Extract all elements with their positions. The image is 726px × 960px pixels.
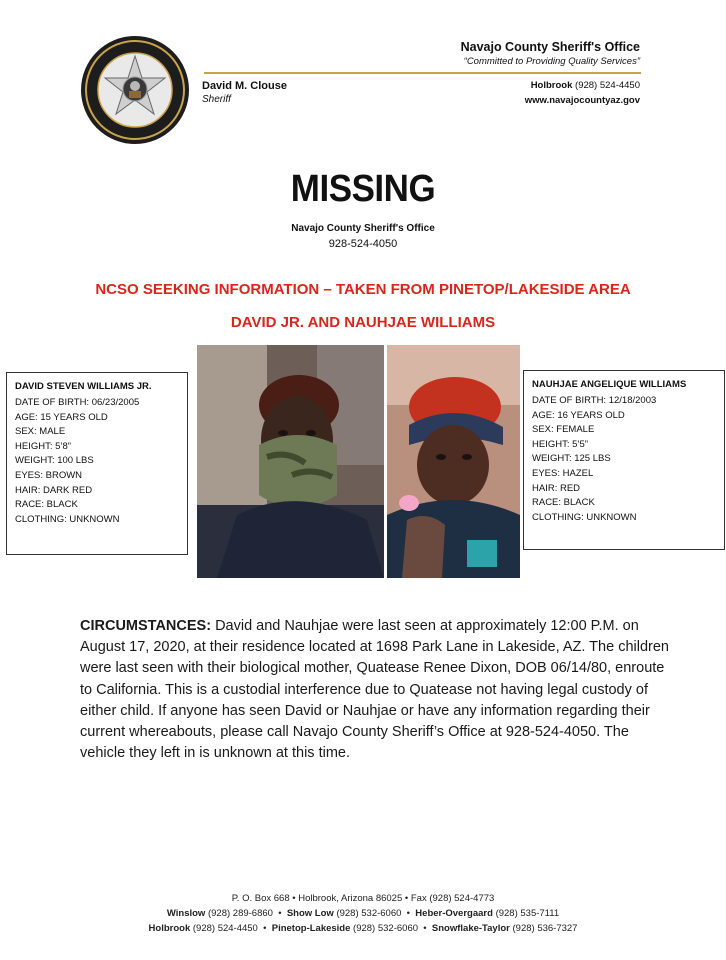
header-divider	[204, 72, 641, 74]
person-detail: DATE OF BIRTH: 12/18/2003	[532, 395, 657, 406]
person-detail: SEX: FEMALE	[532, 424, 595, 436]
person-detail: HAIR: DARK RED	[15, 484, 93, 496]
person-name: NAUHJAE ANGELIQUE WILLIAMS	[532, 379, 687, 390]
sheriff-star-badge-icon	[74, 34, 196, 146]
footer-offices-line-2: Winslow (928) 289-6860 • Show Low (928) 532-6060 • Heber-Overgaard (928) 535-7111	[166, 908, 560, 919]
missing-names-headline: DAVID JR. AND NAUHJAE WILLIAMS	[230, 314, 496, 331]
footer-offices-line-3: Holbrook (928) 524-4450 • Pinetop-Lakeside (928) 532-6060 • Snowflake-Taylor (928) 536-7327	[148, 923, 578, 934]
photo-david	[197, 345, 384, 578]
person-detail: WEIGHT: 100 LBS	[15, 455, 94, 467]
photo-nauhjae	[387, 345, 520, 578]
person-detail: DATE OF BIRTH: 06/23/2005	[15, 397, 140, 408]
person-detail: AGE: 15 YEARS OLD	[15, 411, 108, 423]
office-motto: “Committed to Providing Quality Services”	[463, 56, 640, 67]
seeking-info-headline: NCSO SEEKING INFORMATION – TAKEN FROM PINETOP/LAKESIDE AREA	[95, 281, 631, 298]
person-info-box-right	[523, 370, 725, 550]
person-detail: HAIR: RED	[532, 482, 581, 494]
office-name: Navajo County Sheriff's Office	[460, 40, 640, 54]
circumstances-label: CIRCUMSTANCES:	[80, 618, 212, 634]
person-detail: RACE: BLACK	[15, 499, 78, 511]
header-phone: Holbrook (928) 524-4450	[530, 80, 640, 91]
footer-address: P. O. Box 668 • Holbrook, Arizona 86025 • Fax (928) 524-4773	[231, 893, 495, 904]
missing-heading: MISSING	[290, 168, 436, 210]
title-office: Navajo County Sheriff's Office	[291, 223, 435, 234]
person-detail: AGE: 16 YEARS OLD	[532, 409, 625, 421]
person-detail: HEIGHT: 5’5”	[532, 438, 588, 450]
person-detail: CLOTHING: UNKNOWN	[532, 511, 637, 523]
header-website[interactable]: www.navajocountyaz.gov	[524, 95, 640, 106]
person-detail: RACE: BLACK	[532, 497, 595, 509]
person-detail: EYES: HAZEL	[532, 467, 594, 479]
circumstances-paragraph	[80, 616, 670, 764]
person-info-box-left	[6, 372, 188, 555]
sheriff-title: Sheriff	[202, 94, 231, 105]
person-detail: SEX: MALE	[15, 426, 66, 438]
person-detail: EYES: BROWN	[15, 469, 83, 481]
person-detail: WEIGHT: 125 LBS	[532, 453, 611, 465]
person-detail: HEIGHT: 5’8”	[15, 440, 71, 452]
person-detail: CLOTHING: UNKNOWN	[15, 513, 120, 525]
title-phone: 928-524-4050	[328, 238, 398, 250]
person-name: DAVID STEVEN WILLIAMS JR.	[15, 381, 152, 392]
circumstances-text: David and Nauhjae were last seen at approximately 12:00 P.M. on August 17, 2020, at their residence located at 1698 Park Lane in Lakeside, AZ. The children were last seen with their biological mother, Quatease Renee Dixon, DOB 06/14/80, enroute to California. This is a custodial interference due to Quatease not having legal custody of either child. If anyone has seen David or Nauhjae or have any information regarding their current whereabouts, please call Navajo County Sheriff’s Office at 928-524-4050. The vehicle they left in is unknown at this time.	[80, 618, 669, 762]
sheriff-name: David M. Clouse	[202, 80, 287, 92]
